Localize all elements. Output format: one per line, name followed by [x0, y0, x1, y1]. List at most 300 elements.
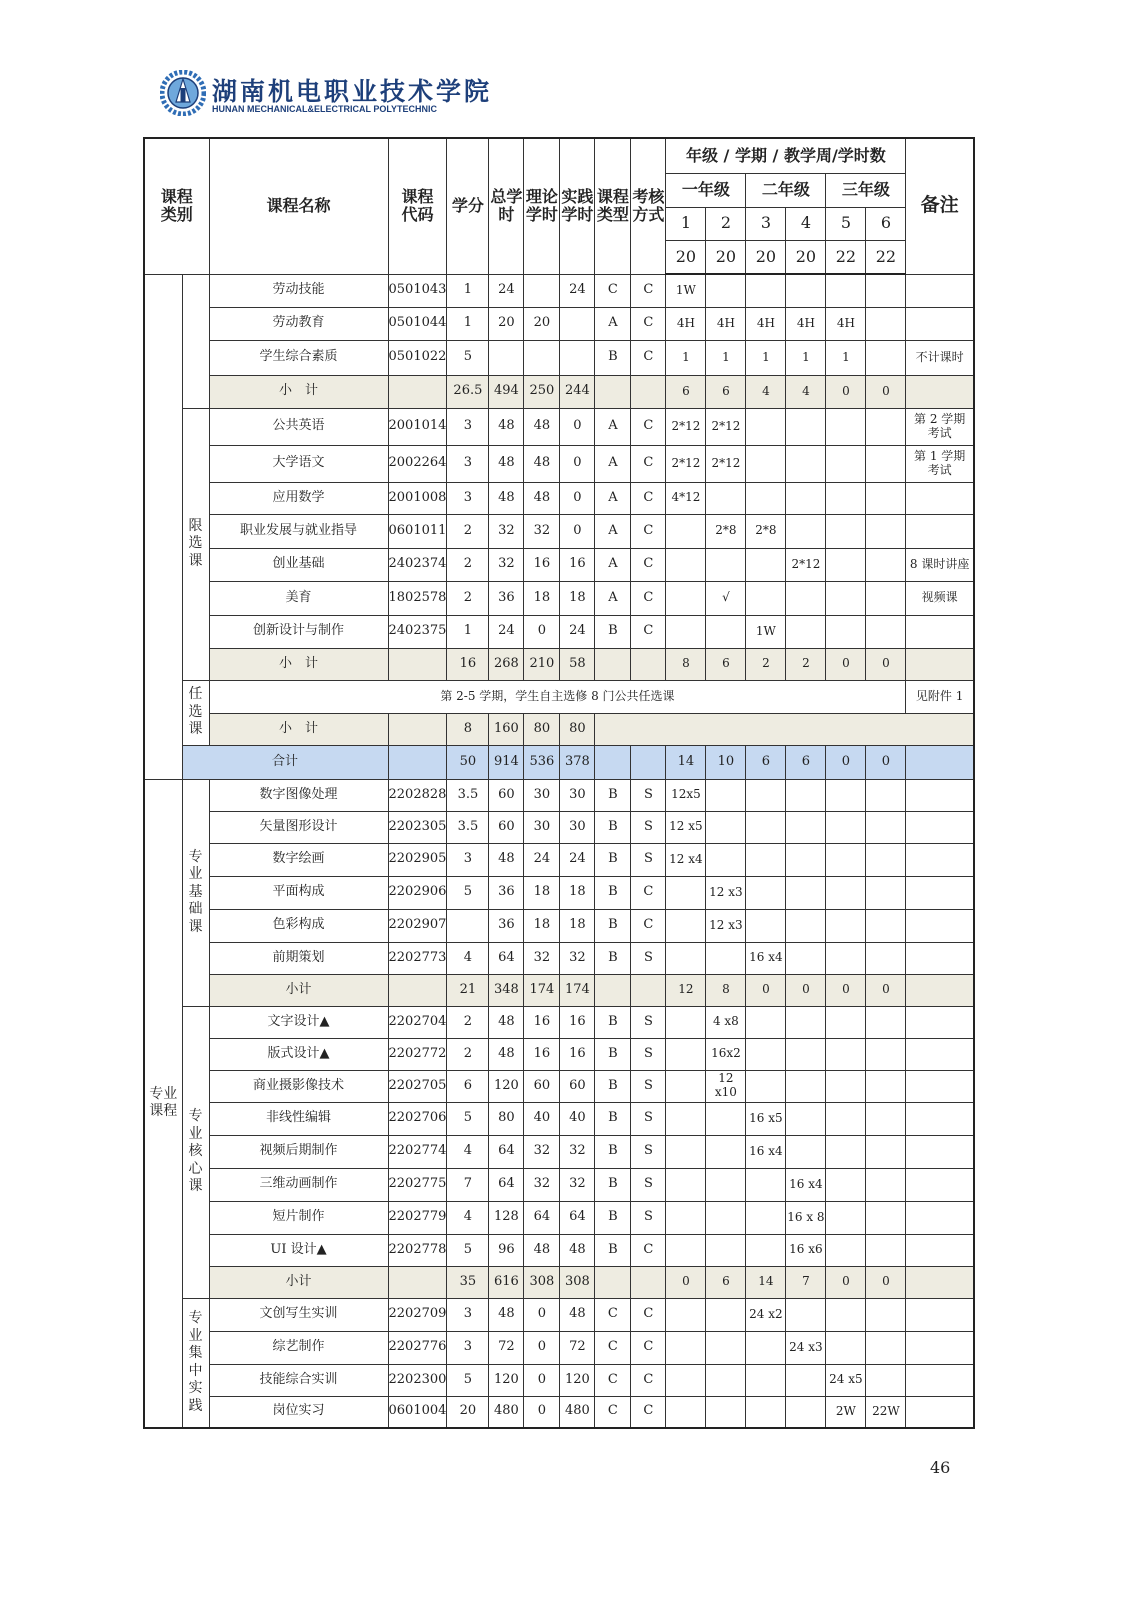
table-cell: 174 [560, 974, 595, 1006]
remark-cell: 视频课 [906, 581, 974, 615]
remark-cell [906, 375, 974, 408]
table-cell: 8 [447, 713, 489, 745]
header-row [144, 138, 974, 173]
table-row [144, 1331, 974, 1364]
table-cell [906, 745, 974, 779]
table-cell: 24 [560, 615, 595, 648]
header-semester: 4 [786, 207, 826, 240]
table-cell: C [595, 1364, 631, 1396]
table-cell: C [595, 1331, 631, 1364]
remark-cell [906, 274, 974, 307]
table-cell: 244 [560, 375, 595, 408]
table-cell: S [631, 1070, 666, 1102]
table-cell [666, 1201, 706, 1234]
table-cell: 2 [447, 581, 489, 615]
table-cell: 0 [746, 974, 786, 1006]
table-cell [826, 779, 866, 811]
table-cell [666, 514, 706, 548]
table-cell: 3.5 [447, 811, 489, 843]
table-cell: 24 [560, 274, 595, 307]
table-cell: C [631, 514, 666, 548]
header-year: 一年级 [666, 173, 746, 207]
table-cell: 0 [866, 375, 906, 408]
table-cell: 14 [666, 745, 706, 779]
table-cell: B [595, 1006, 631, 1038]
table-cell: 16 [560, 1006, 595, 1038]
table-cell: 24 [560, 843, 595, 876]
table-row [144, 909, 974, 942]
table-cell: C [631, 1396, 666, 1428]
table-cell: 16 [524, 1006, 560, 1038]
table-cell: 378 [560, 745, 595, 779]
table-cell: C [595, 1298, 631, 1331]
table-cell [826, 1102, 866, 1135]
table-cell: C [631, 581, 666, 615]
table-cell: B [595, 942, 631, 974]
table-cell: 4 [447, 1201, 489, 1234]
table-cell: 72 [489, 1331, 524, 1364]
table-cell [826, 1298, 866, 1331]
school-name-en: HUNAN MECHANICAL&ELECTRICAL POLYTECHNIC [212, 104, 438, 114]
table-cell: 60 [524, 1070, 560, 1102]
table-cell [866, 581, 906, 615]
subcategory-cell: 限选课 [182, 408, 209, 680]
table-cell [866, 876, 906, 909]
table-cell: 2 [786, 648, 826, 680]
table-row [144, 1070, 974, 1102]
table-cell: 14 [746, 1266, 786, 1298]
table-cell: 48 [489, 843, 524, 876]
course-code: 2202706 [388, 1102, 447, 1135]
table-cell [746, 408, 786, 445]
table-cell [866, 1135, 906, 1168]
table-cell [706, 1168, 746, 1201]
table-cell: 6 [706, 1266, 746, 1298]
table-cell [631, 375, 666, 408]
table-cell [666, 548, 706, 581]
course-name: UI 设计▲ [209, 1234, 388, 1266]
table-cell: C [631, 1298, 666, 1331]
table-cell: 48 [489, 445, 524, 482]
table-cell: 40 [524, 1102, 560, 1135]
course-name: 视频后期制作 [209, 1135, 388, 1168]
table-cell: 1 [666, 340, 706, 375]
table-row [144, 514, 974, 548]
table-cell: 0 [826, 974, 866, 1006]
course-code: 2202305 [388, 811, 447, 843]
table-cell: 12 [666, 974, 706, 1006]
table-cell: 3 [447, 1298, 489, 1331]
table-cell [866, 843, 906, 876]
table-cell: 48 [489, 1298, 524, 1331]
table-cell: C [631, 548, 666, 581]
course-code: 2001008 [388, 482, 447, 514]
table-cell [666, 909, 706, 942]
course-name: 前期策划 [209, 942, 388, 974]
table-cell: 60 [489, 811, 524, 843]
header-category: 课程 类别 [144, 138, 209, 274]
table-cell: 16x2 [706, 1038, 746, 1070]
table-cell [826, 1070, 866, 1102]
table-cell: 36 [489, 876, 524, 909]
table-cell: 64 [524, 1201, 560, 1234]
table-cell [826, 909, 866, 942]
course-name: 文字设计▲ [209, 1006, 388, 1038]
course-code: 2002264 [388, 445, 447, 482]
table-cell: 2 [746, 648, 786, 680]
table-cell: 48 [489, 1038, 524, 1070]
table-cell: 8 [666, 648, 706, 680]
table-cell: C [631, 307, 666, 340]
table-cell: 0 [524, 1396, 560, 1428]
table-cell: 4 [447, 942, 489, 974]
table-cell: 2 [447, 514, 489, 548]
table-cell: S [631, 1201, 666, 1234]
remark-cell: 不计课时 [906, 340, 974, 375]
table-cell [560, 307, 595, 340]
table-cell: 4H [826, 307, 866, 340]
table-row [144, 274, 974, 307]
table-cell: C [595, 274, 631, 307]
remark-cell [906, 1135, 974, 1168]
table-cell: 22W [866, 1396, 906, 1428]
table-cell: 3 [447, 482, 489, 514]
table-cell: 3 [447, 1331, 489, 1364]
table-cell: 2*12 [666, 408, 706, 445]
table-cell: 4 x8 [706, 1006, 746, 1038]
table-cell: 1 [746, 340, 786, 375]
table-cell: 0 [560, 408, 595, 445]
course-code: 2202775 [388, 1168, 447, 1201]
table-cell [826, 408, 866, 445]
table-cell: A [595, 445, 631, 482]
table-cell [786, 876, 826, 909]
table-cell: B [595, 811, 631, 843]
table-cell: 16 x5 [746, 1102, 786, 1135]
header-code: 课程 代码 [388, 138, 447, 274]
table-cell: 16 [560, 1038, 595, 1070]
table-cell: 1 [786, 340, 826, 375]
header-remark: 备注 [906, 138, 974, 274]
course-name: 小 计 [209, 648, 388, 680]
table-cell [706, 1364, 746, 1396]
table-cell: 32 [524, 514, 560, 548]
table-cell [746, 482, 786, 514]
course-name: 应用数学 [209, 482, 388, 514]
table-cell [746, 581, 786, 615]
header-year: 二年级 [746, 173, 826, 207]
table-cell: 26.5 [447, 375, 489, 408]
table-cell: 2W [826, 1396, 866, 1428]
table-cell [826, 274, 866, 307]
header-weeks: 22 [826, 240, 866, 274]
table-cell: 36 [489, 581, 524, 615]
remark-cell [906, 1006, 974, 1038]
remark-cell [906, 876, 974, 909]
table-cell: S [631, 1135, 666, 1168]
table-cell: 12 x4 [666, 843, 706, 876]
table-row [144, 548, 974, 581]
table-cell [826, 811, 866, 843]
table-cell: A [595, 408, 631, 445]
table-cell [786, 843, 826, 876]
table-row [144, 1396, 974, 1428]
table-cell [866, 1006, 906, 1038]
table-cell: 616 [489, 1266, 524, 1298]
table-cell: 3 [447, 843, 489, 876]
table-cell [706, 942, 746, 974]
table-cell: 0 [524, 1331, 560, 1364]
table-cell: S [631, 811, 666, 843]
table-cell [631, 648, 666, 680]
table-cell: C [595, 1396, 631, 1428]
table-row [144, 843, 974, 876]
category-cell: 专业课程 [144, 779, 182, 1428]
table-cell [826, 1006, 866, 1038]
table-cell [746, 1234, 786, 1266]
course-code: 2202778 [388, 1234, 447, 1266]
table-cell: 4*12 [666, 482, 706, 514]
table-cell: 64 [489, 942, 524, 974]
course-code: 2202779 [388, 1201, 447, 1234]
course-code [388, 648, 447, 680]
remark-cell [906, 1266, 974, 1298]
table-cell: 914 [489, 745, 524, 779]
header-assessment: 考核 方式 [631, 138, 666, 274]
table-row [144, 974, 974, 1006]
table-row [144, 1135, 974, 1168]
table-cell [866, 1201, 906, 1234]
table-cell [706, 1201, 746, 1234]
table-cell: S [631, 1006, 666, 1038]
table-cell: 8 [706, 974, 746, 1006]
table-cell: 20 [524, 307, 560, 340]
table-cell [826, 548, 866, 581]
course-name: 短片制作 [209, 1201, 388, 1234]
table-cell: B [595, 876, 631, 909]
table-cell: 32 [524, 1168, 560, 1201]
table-cell [826, 1038, 866, 1070]
remark-cell [906, 1396, 974, 1428]
table-cell [489, 340, 524, 375]
table-cell: B [595, 1102, 631, 1135]
table-cell: 5 [447, 876, 489, 909]
course-code: 0601011 [388, 514, 447, 548]
table-cell: 80 [489, 1102, 524, 1135]
course-name: 创业基础 [209, 548, 388, 581]
table-cell [866, 445, 906, 482]
table-cell: 64 [560, 1201, 595, 1234]
table-cell: B [595, 909, 631, 942]
header-weeks: 20 [706, 240, 746, 274]
table-cell [866, 548, 906, 581]
table-cell: 18 [560, 909, 595, 942]
header-schedule: 年级 / 学期 / 教学周/学时数 [666, 138, 906, 173]
table-cell [666, 1396, 706, 1428]
table-cell: 3.5 [447, 779, 489, 811]
table-cell: 4 [786, 375, 826, 408]
header-year: 三年级 [826, 173, 906, 207]
table-cell [866, 811, 906, 843]
table-cell: 160 [489, 713, 524, 745]
table-cell: C [631, 1364, 666, 1396]
table-cell: 120 [489, 1070, 524, 1102]
table-cell: 32 [560, 1168, 595, 1201]
table-cell: A [595, 482, 631, 514]
table-cell: 6 [447, 1070, 489, 1102]
table-row [144, 615, 974, 648]
table-row [144, 713, 974, 745]
table-cell [746, 274, 786, 307]
page-number: 46 [930, 1458, 951, 1477]
table-cell [786, 909, 826, 942]
table-cell [666, 1168, 706, 1201]
table-cell [786, 1396, 826, 1428]
table-cell: 12x5 [666, 779, 706, 811]
table-cell [631, 974, 666, 1006]
table-cell [866, 942, 906, 974]
course-name: 三维动画制作 [209, 1168, 388, 1201]
table-row [144, 1006, 974, 1038]
table-cell: 4 [746, 375, 786, 408]
table-cell: 30 [560, 811, 595, 843]
table-cell: 2*12 [666, 445, 706, 482]
table-cell: 1W [746, 615, 786, 648]
table-cell [746, 1364, 786, 1396]
total-label: 合计 [182, 745, 388, 779]
table-cell: 30 [524, 779, 560, 811]
table-cell: 18 [560, 876, 595, 909]
table-cell [786, 1102, 826, 1135]
course-code: 2202300 [388, 1364, 447, 1396]
table-cell: 250 [524, 375, 560, 408]
table-cell [746, 1168, 786, 1201]
table-cell [826, 581, 866, 615]
table-cell: B [595, 340, 631, 375]
table-cell: 2*8 [746, 514, 786, 548]
table-row [144, 1038, 974, 1070]
table-cell: 24 x5 [826, 1364, 866, 1396]
table-cell [706, 615, 746, 648]
course-name: 学生综合素质 [209, 340, 388, 375]
remark-cell [906, 482, 974, 514]
table-cell [746, 1070, 786, 1102]
table-cell [786, 482, 826, 514]
remark-cell [906, 811, 974, 843]
course-name: 岗位实习 [209, 1396, 388, 1428]
remark-cell [906, 1364, 974, 1396]
table-cell [746, 1331, 786, 1364]
table-cell: 6 [746, 745, 786, 779]
table-cell: 80 [560, 713, 595, 745]
course-code: 2202772 [388, 1038, 447, 1070]
table-cell: 32 [560, 942, 595, 974]
table-cell: 128 [489, 1201, 524, 1234]
header-total-hours: 总学 时 [489, 138, 524, 274]
subcategory-cell: 专业核心课 [182, 1006, 209, 1298]
remark-cell [906, 615, 974, 648]
table-row [144, 1266, 974, 1298]
table-cell [746, 843, 786, 876]
table-cell: 35 [447, 1266, 489, 1298]
table-cell [826, 1135, 866, 1168]
table-cell: 120 [489, 1364, 524, 1396]
remark-cell [906, 1234, 974, 1266]
table-cell: 16 x6 [786, 1234, 826, 1266]
table-cell: 48 [489, 408, 524, 445]
table-cell [631, 1266, 666, 1298]
table-cell: 16 x 8 [786, 1201, 826, 1234]
table-cell: 16 x4 [786, 1168, 826, 1201]
table-cell: 20 [447, 1396, 489, 1428]
remark-cell [906, 648, 974, 680]
table-cell: 0 [826, 745, 866, 779]
table-cell [866, 615, 906, 648]
table-cell: 308 [524, 1266, 560, 1298]
table-cell: S [631, 1102, 666, 1135]
table-cell [866, 1298, 906, 1331]
table-cell: 0 [866, 745, 906, 779]
table-cell: A [595, 548, 631, 581]
course-code: 2202906 [388, 876, 447, 909]
remark-cell [906, 307, 974, 340]
table-cell: 2 [447, 1006, 489, 1038]
table-cell: 268 [489, 648, 524, 680]
table-cell [786, 1135, 826, 1168]
table-row [144, 876, 974, 909]
table-cell: 6 [786, 745, 826, 779]
course-code: 2402375 [388, 615, 447, 648]
table-cell [826, 876, 866, 909]
course-name: 小计 [209, 974, 388, 1006]
remark-cell [906, 974, 974, 1006]
table-cell: 36 [489, 909, 524, 942]
table-cell: 0 [866, 648, 906, 680]
table-cell [666, 1234, 706, 1266]
course-code [388, 1266, 447, 1298]
table-cell [866, 307, 906, 340]
table-cell: 1W [666, 274, 706, 307]
table-cell [786, 514, 826, 548]
table-cell [746, 909, 786, 942]
table-cell [666, 1102, 706, 1135]
table-cell: 18 [560, 581, 595, 615]
table-cell [866, 909, 906, 942]
table-cell: 348 [489, 974, 524, 1006]
table-cell [786, 811, 826, 843]
header-weeks: 20 [666, 240, 706, 274]
table-cell [826, 514, 866, 548]
course-code: 2202905 [388, 843, 447, 876]
table-cell: 5 [447, 1102, 489, 1135]
table-cell [826, 1168, 866, 1201]
course-name: 创新设计与制作 [209, 615, 388, 648]
table-cell: C [631, 1234, 666, 1266]
table-cell: 1 [447, 615, 489, 648]
table-cell: √ [706, 581, 746, 615]
table-cell [826, 1201, 866, 1234]
header-weeks: 20 [786, 240, 826, 274]
header-weeks: 20 [746, 240, 786, 274]
table-cell: 16 [524, 1038, 560, 1070]
table-cell [786, 1364, 826, 1396]
remark-cell [906, 1102, 974, 1135]
table-cell [786, 1038, 826, 1070]
table-cell: 48 [560, 1234, 595, 1266]
table-cell: 18 [524, 581, 560, 615]
course-code: 2202774 [388, 1135, 447, 1168]
table-cell [746, 1396, 786, 1428]
